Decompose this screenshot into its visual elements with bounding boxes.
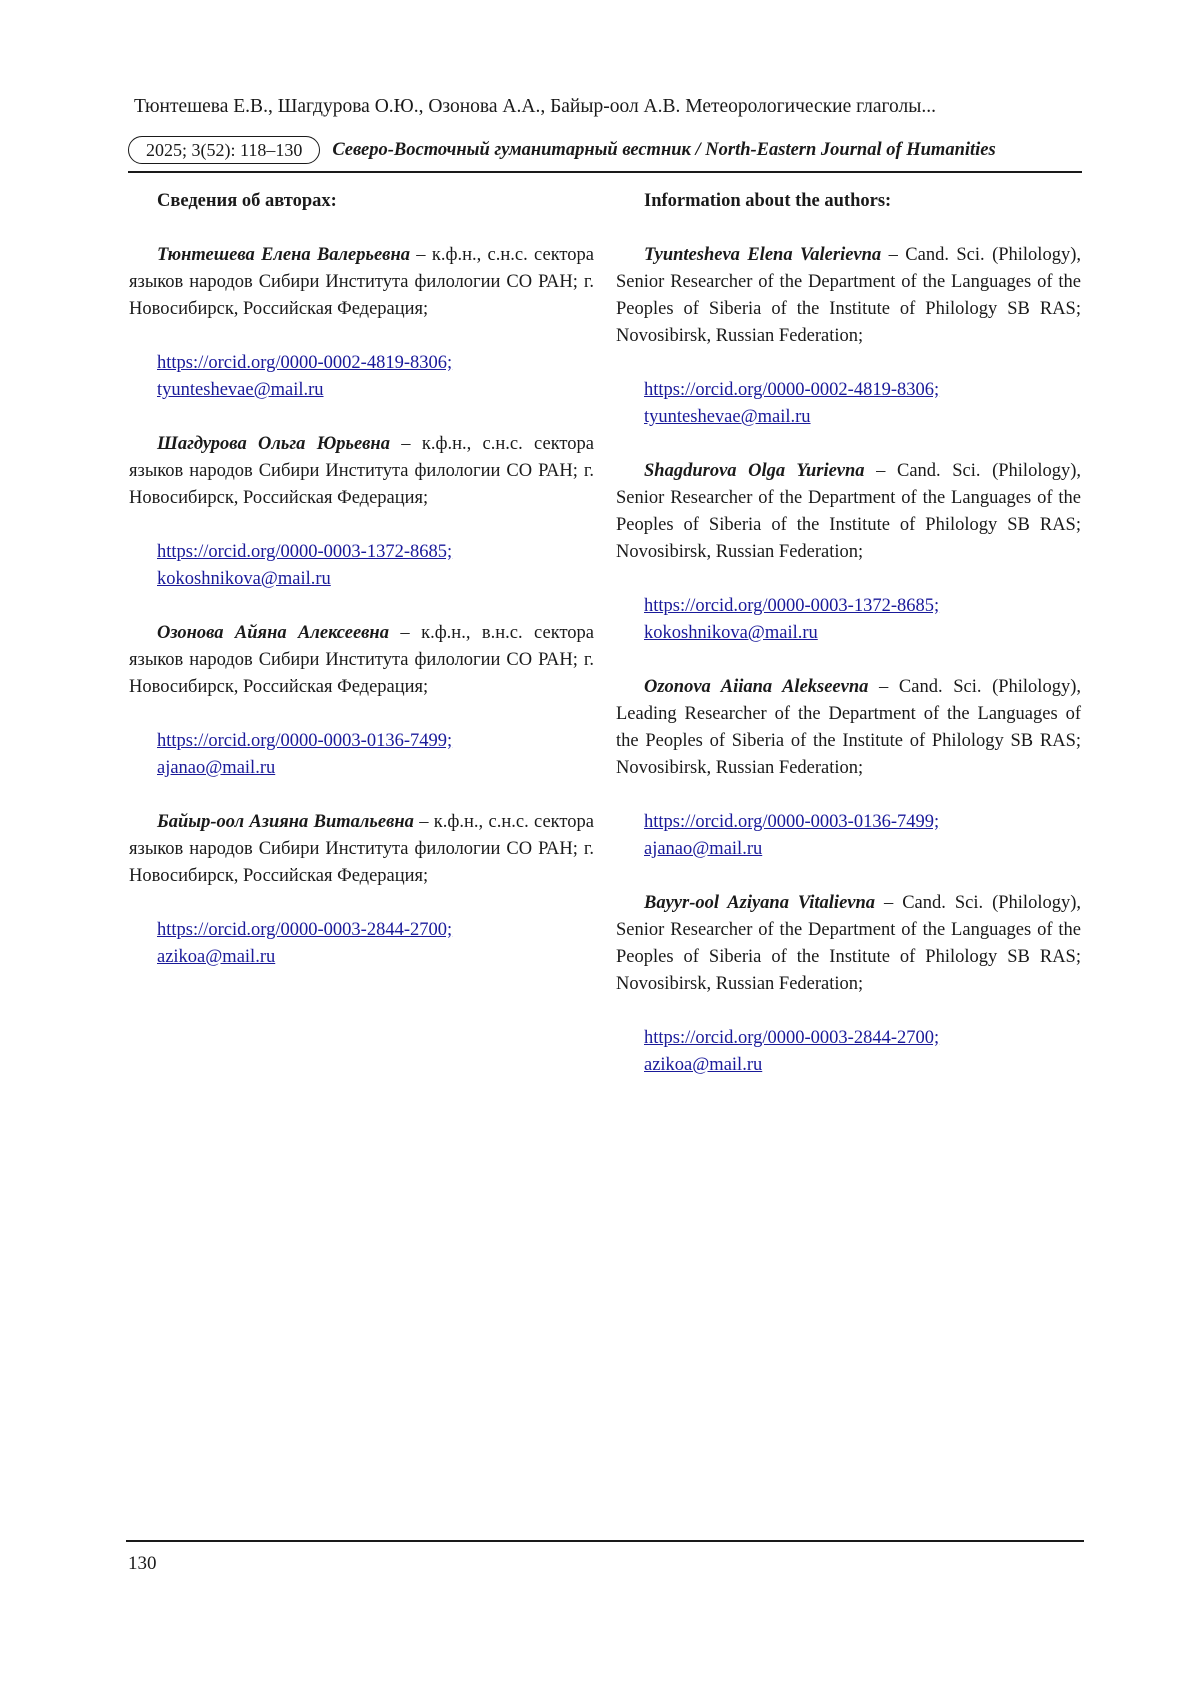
author-links — [129, 917, 594, 971]
orcid-link[interactable]: https://orcid.org/0000-0003-0136-7499; — [157, 731, 453, 751]
email-link[interactable]: kokoshnikova@mail.ru — [157, 569, 331, 589]
header-divider — [128, 171, 1082, 173]
section-heading-en: Information about the authors: — [644, 191, 892, 211]
author-links — [129, 728, 594, 782]
email-link[interactable]: ajanao@mail.ru — [644, 839, 763, 859]
orcid-link[interactable]: https://orcid.org/0000-0002-4819-8306; — [644, 380, 940, 400]
author-links — [616, 377, 1081, 431]
author-details: – к.ф.н., с.н.с. сектора языков народов Сибири Института филологии СО РАН; г. Новосибирск, Российская Федерация; — [129, 812, 594, 886]
author-bio — [616, 458, 1081, 566]
email-link[interactable]: ajanao@mail.ru — [157, 758, 276, 778]
author-links — [616, 1025, 1081, 1079]
author-name: Ozonova Aiiana Alekseevna — [644, 677, 869, 697]
email-link[interactable]: azikoa@mail.ru — [157, 947, 276, 967]
author-entry-en-3 — [616, 674, 1081, 863]
running-head: Тюнтешева Е.В., Шагдурова О.Ю., Озонова А.А., Байыр-оол А.В. Метеорологические глаголы... — [134, 96, 936, 117]
author-name: Шагдурова Ольга Юрьевна — [157, 434, 390, 454]
author-name: Shagdurova Olga Yurievna — [644, 461, 865, 481]
author-entry-ru-2 — [129, 431, 594, 593]
section-heading-ru: Сведения об авторах: — [157, 191, 337, 211]
author-entry-ru-4 — [129, 809, 594, 971]
author-details: – Cand. Sci. (Philology), Leading Researcher of the Department of the Languages of the Peoples of Siberia of the Institute of Philology SB RAS; Novosibirsk, Russian Federation; — [616, 677, 1081, 778]
author-bio — [129, 431, 594, 512]
authors-column-en — [616, 188, 1081, 1106]
issue-badge: 2025; 3(52): 118–130 — [128, 136, 320, 164]
author-entry-en-4 — [616, 890, 1081, 1079]
orcid-link[interactable]: https://orcid.org/0000-0003-2844-2700; — [157, 920, 453, 940]
author-details: – Cand. Sci. (Philology), Senior Researcher of the Department of the Languages of the Peoples of Siberia of the Institute of Philology SB RAS; Novosibirsk, Russian Federation; — [616, 245, 1081, 346]
author-details: – к.ф.н., с.н.с. сектора языков народов Сибири Института филологии СО РАН; г. Новосибирск, Российская Федерация; — [129, 245, 594, 319]
orcid-link[interactable]: https://orcid.org/0000-0002-4819-8306; — [157, 353, 453, 373]
author-bio — [616, 674, 1081, 782]
authors-column-ru — [129, 188, 594, 998]
journal-title: Северо-Восточный гуманитарный вестник / North-Eastern Journal of Humanities — [332, 139, 996, 160]
author-bio — [616, 890, 1081, 998]
author-links — [129, 539, 594, 593]
author-name: Озонова Айяна Алексеевна — [157, 623, 389, 643]
footer-divider — [126, 1540, 1084, 1542]
author-entry-en-1 — [616, 242, 1081, 431]
author-links — [129, 350, 594, 404]
email-link[interactable]: kokoshnikova@mail.ru — [644, 623, 818, 643]
orcid-link[interactable]: https://orcid.org/0000-0003-1372-8685; — [157, 542, 453, 562]
page-number: 130 — [128, 1553, 157, 1574]
author-entry-en-2 — [616, 458, 1081, 647]
author-bio — [129, 809, 594, 890]
author-name: Bayyr-ool Aziyana Vitalievna — [644, 893, 876, 913]
author-details: – к.ф.н., с.н.с. сектора языков народов Сибири Института филологии СО РАН; г. Новосибирск, Российская Федерация; — [129, 434, 594, 508]
author-entry-ru-3 — [129, 620, 594, 782]
journal-issue-bar — [128, 134, 1082, 166]
author-bio — [616, 242, 1081, 350]
author-bio — [129, 242, 594, 323]
orcid-link[interactable]: https://orcid.org/0000-0003-2844-2700; — [644, 1028, 940, 1048]
author-name: Тюнтешева Елена Валерьевна — [157, 245, 410, 265]
email-link[interactable]: azikoa@mail.ru — [644, 1055, 763, 1075]
orcid-link[interactable]: https://orcid.org/0000-0003-1372-8685; — [644, 596, 940, 616]
email-link[interactable]: tyunteshevae@mail.ru — [157, 380, 324, 400]
orcid-link[interactable]: https://orcid.org/0000-0003-0136-7499; — [644, 812, 940, 832]
author-name: Tyuntesheva Elena Valerievna — [644, 245, 882, 265]
author-entry-ru-1 — [129, 242, 594, 404]
author-details: – Cand. Sci. (Philology), Senior Researcher of the Department of the Languages of the Peoples of Siberia of the Institute of Philology SB RAS; Novosibirsk, Russian Federation; — [616, 893, 1081, 994]
author-bio — [129, 620, 594, 701]
author-name: Байыр-оол Азияна Витальевна — [157, 812, 414, 832]
author-links — [616, 809, 1081, 863]
author-links — [616, 593, 1081, 647]
email-link[interactable]: tyunteshevae@mail.ru — [644, 407, 811, 427]
author-details: – Cand. Sci. (Philology), Senior Researcher of the Department of the Languages of the Peoples of Siberia of the Institute of Philology SB RAS; Novosibirsk, Russian Federation; — [616, 461, 1081, 562]
author-details: – к.ф.н., в.н.с. сектора языков народов Сибири Института филологии СО РАН; г. Новосибирск, Российская Федерация; — [129, 623, 594, 697]
